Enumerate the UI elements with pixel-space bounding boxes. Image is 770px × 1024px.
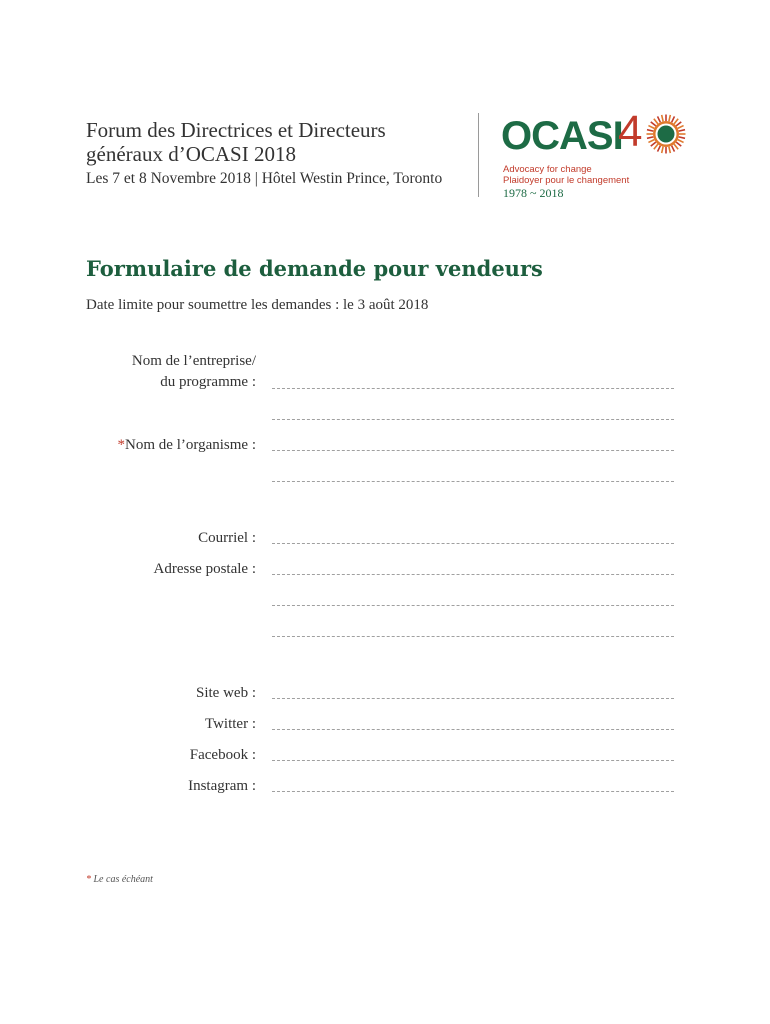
sunburst-ray [658, 116, 661, 122]
email-field-line[interactable] [272, 543, 674, 544]
deadline-text: Date limite pour soumettre les demandes : le 3 août 2018 [86, 297, 429, 313]
logo-number: 4 [618, 107, 643, 156]
organization-label [118, 435, 256, 456]
sunburst-ray [674, 144, 678, 149]
sunburst-ray [676, 142, 681, 146]
sunburst-ray [651, 122, 656, 126]
logo-wordmark: OCASI [501, 114, 623, 158]
sunburst-ray [648, 126, 654, 129]
sunburst-ray [654, 144, 658, 149]
organization-field-line-2[interactable] [272, 481, 674, 482]
sunburst-ray [648, 140, 654, 143]
required-marker: * [117, 437, 126, 453]
footnote-marker: * [86, 874, 91, 885]
company-field-line-2[interactable] [272, 419, 674, 420]
sunburst-ray [654, 119, 658, 124]
company-label-line-1: Nom de l’entreprise/ [131, 353, 256, 369]
sunburst-ray [647, 137, 653, 138]
ocasi-40-logo [501, 108, 701, 203]
sunburst-ray [674, 119, 678, 124]
form-title: Formulaire de demande pour vendeurs [86, 256, 543, 281]
sunburst-ray [662, 115, 663, 121]
logo-tagline-en: Advocacy for change [503, 164, 592, 175]
instagram-field-line[interactable] [272, 791, 674, 792]
footnote-text: Le cas échéant [91, 874, 153, 885]
sunburst-ray [669, 115, 670, 121]
sunburst-ray [669, 147, 670, 153]
footnote [86, 874, 153, 885]
sunburst-ray [679, 137, 685, 138]
company-label-line-2: du programme : [160, 374, 256, 390]
company-label [132, 351, 256, 393]
logo-years: 1978 ~ 2018 [503, 186, 564, 200]
email-label: Courriel : [198, 530, 256, 546]
event-date-venue: Les 7 et 8 Novembre 2018 | Hôtel Westin Prince, Toronto [86, 170, 443, 187]
sunburst-ray [676, 122, 681, 126]
website-label: Site web : [196, 685, 256, 701]
postal-address-field-line-3[interactable] [272, 636, 674, 637]
sunburst-ray [647, 130, 653, 131]
sunburst-ray [678, 140, 684, 143]
website-field-line[interactable] [272, 698, 674, 699]
event-title [86, 118, 456, 166]
organization-label-text: Nom de l’organisme : [125, 437, 256, 453]
event-title-line-1: Forum des Directrices et Directeurs [86, 118, 386, 142]
company-field-line-1[interactable] [272, 388, 674, 389]
header-divider [478, 113, 479, 197]
sunburst-ray [658, 146, 661, 152]
sunburst-ray [678, 126, 684, 129]
organization-field-line-1[interactable] [272, 450, 674, 451]
facebook-field-line[interactable] [272, 760, 674, 761]
sunburst-ray [679, 130, 685, 131]
facebook-label: Facebook : [189, 747, 256, 763]
instagram-label: Instagram : [188, 778, 256, 794]
twitter-field-line[interactable] [272, 729, 674, 730]
sunburst-ray [672, 116, 675, 122]
event-title-line-2: généraux d’OCASI 2018 [86, 142, 296, 166]
sunburst-zero-icon [646, 114, 686, 154]
postal-address-field-line-2[interactable] [272, 605, 674, 606]
twitter-label: Twitter : [204, 716, 256, 732]
postal-address-label: Adresse postale : [153, 561, 256, 577]
sunburst-ray [672, 146, 675, 152]
logo-tagline-fr: Plaidoyer pour le changement [503, 175, 630, 186]
postal-address-field-line-1[interactable] [272, 574, 674, 575]
sunburst-ray [651, 142, 656, 146]
sunburst-ray [662, 147, 663, 153]
